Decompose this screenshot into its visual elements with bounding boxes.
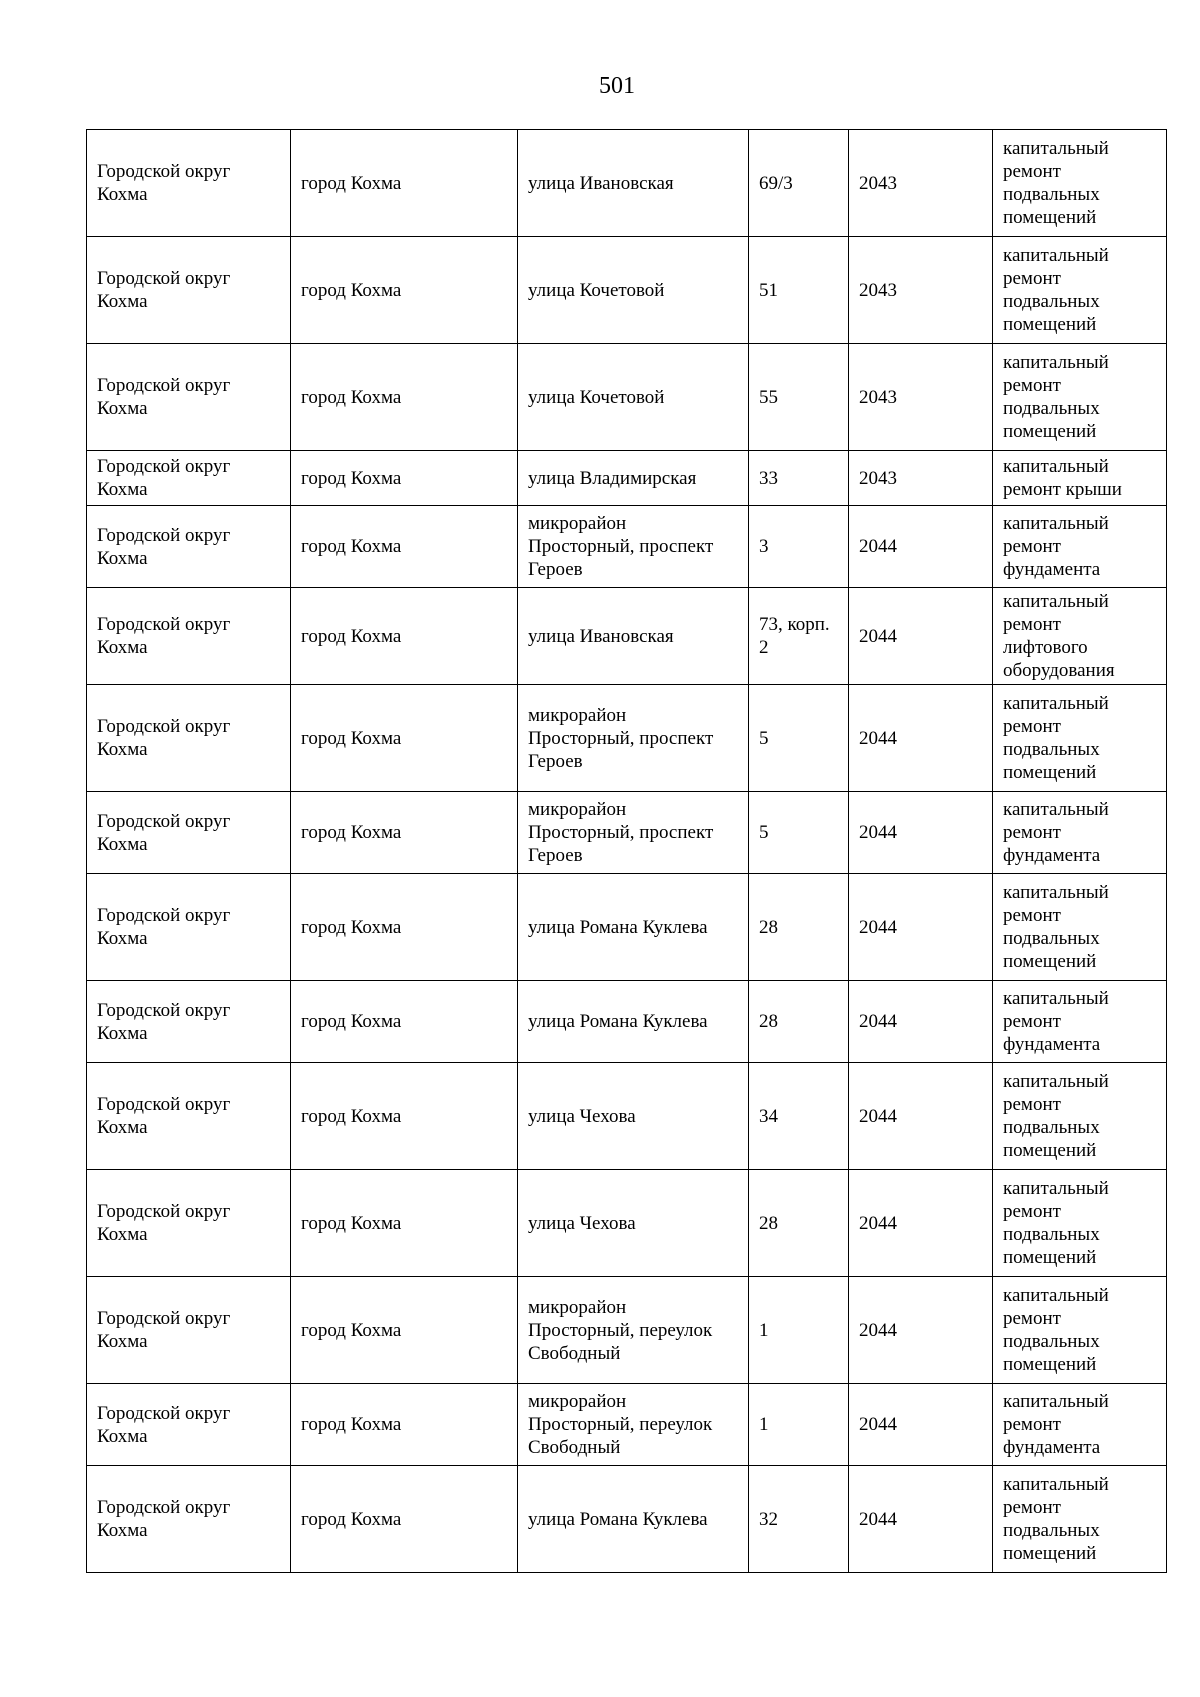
- cell-work-type: капитальный ремонт подвальных помещений: [993, 237, 1167, 344]
- cell-street: микрорайон Просторный, переулок Свободный: [518, 1384, 749, 1466]
- cell-street: улица Владимирская: [518, 451, 749, 506]
- cell-house-number: 1: [749, 1277, 849, 1384]
- cell-municipality: Городской округ Кохма: [87, 685, 291, 792]
- cell-work-type: капитальный ремонт подвальных помещений: [993, 874, 1167, 981]
- cell-street: улица Ивановская: [518, 588, 749, 685]
- cell-municipality: Городской округ Кохма: [87, 1466, 291, 1573]
- cell-municipality: Городской округ Кохма: [87, 981, 291, 1063]
- table-row: [87, 1384, 1167, 1466]
- cell-municipality: Городской округ Кохма: [87, 1170, 291, 1277]
- cell-settlement: город Кохма: [291, 1384, 518, 1466]
- cell-street: улица Ивановская: [518, 130, 749, 237]
- table-row: [87, 981, 1167, 1063]
- cell-municipality: Городской округ Кохма: [87, 344, 291, 451]
- cell-street: улица Романа Куклева: [518, 981, 749, 1063]
- cell-settlement: город Кохма: [291, 981, 518, 1063]
- cell-street: улица Кочетовой: [518, 237, 749, 344]
- cell-municipality: Городской округ Кохма: [87, 237, 291, 344]
- cell-street: микрорайон Просторный, проспект Героев: [518, 685, 749, 792]
- cell-municipality: Городской округ Кохма: [87, 874, 291, 981]
- table-row: [87, 1277, 1167, 1384]
- cell-street: микрорайон Просторный, проспект Героев: [518, 792, 749, 874]
- cell-house-number: 51: [749, 237, 849, 344]
- cell-year: 2044: [849, 588, 993, 685]
- cell-settlement: город Кохма: [291, 344, 518, 451]
- cell-year: 2044: [849, 1170, 993, 1277]
- cell-street: улица Чехова: [518, 1063, 749, 1170]
- cell-work-type: капитальный ремонт подвальных помещений: [993, 1063, 1167, 1170]
- cell-municipality: Городской округ Кохма: [87, 1384, 291, 1466]
- cell-work-type: капитальный ремонт подвальных помещений: [993, 344, 1167, 451]
- cell-house-number: 5: [749, 685, 849, 792]
- cell-year: 2043: [849, 451, 993, 506]
- cell-work-type: капитальный ремонт подвальных помещений: [993, 1170, 1167, 1277]
- cell-year: 2044: [849, 1277, 993, 1384]
- cell-street: улица Романа Куклева: [518, 1466, 749, 1573]
- cell-house-number: 28: [749, 981, 849, 1063]
- cell-street: улица Романа Куклева: [518, 874, 749, 981]
- cell-municipality: Городской округ Кохма: [87, 130, 291, 237]
- cell-year: 2044: [849, 874, 993, 981]
- table-row: [87, 451, 1167, 506]
- cell-year: 2044: [849, 1384, 993, 1466]
- cell-year: 2044: [849, 981, 993, 1063]
- cell-municipality: Городской округ Кохма: [87, 451, 291, 506]
- cell-house-number: 28: [749, 874, 849, 981]
- cell-settlement: город Кохма: [291, 1063, 518, 1170]
- cell-year: 2044: [849, 685, 993, 792]
- cell-settlement: город Кохма: [291, 1170, 518, 1277]
- cell-house-number: 5: [749, 792, 849, 874]
- cell-house-number: 28: [749, 1170, 849, 1277]
- cell-settlement: город Кохма: [291, 685, 518, 792]
- table-body: [87, 130, 1167, 1573]
- page-number: 501: [599, 73, 635, 99]
- cell-street: улица Чехова: [518, 1170, 749, 1277]
- cell-year: 2044: [849, 792, 993, 874]
- cell-house-number: 3: [749, 506, 849, 588]
- table-row: [87, 588, 1167, 685]
- cell-settlement: город Кохма: [291, 1466, 518, 1573]
- cell-year: 2044: [849, 506, 993, 588]
- cell-house-number: 34: [749, 1063, 849, 1170]
- cell-work-type: капитальный ремонт фундамента: [993, 506, 1167, 588]
- cell-municipality: Городской округ Кохма: [87, 1063, 291, 1170]
- cell-settlement: город Кохма: [291, 792, 518, 874]
- cell-house-number: 1: [749, 1384, 849, 1466]
- table-row: [87, 237, 1167, 344]
- cell-work-type: капитальный ремонт подвальных помещений: [993, 130, 1167, 237]
- cell-work-type: капитальный ремонт подвальных помещений: [993, 1277, 1167, 1384]
- cell-year: 2043: [849, 237, 993, 344]
- table-row: [87, 1466, 1167, 1573]
- cell-settlement: город Кохма: [291, 237, 518, 344]
- cell-year: 2044: [849, 1466, 993, 1573]
- cell-work-type: капитальный ремонт лифтового оборудования: [993, 588, 1167, 685]
- cell-settlement: город Кохма: [291, 130, 518, 237]
- table-row: [87, 506, 1167, 588]
- cell-settlement: город Кохма: [291, 588, 518, 685]
- cell-work-type: капитальный ремонт подвальных помещений: [993, 685, 1167, 792]
- repair-schedule-table: [86, 129, 1167, 1573]
- cell-settlement: город Кохма: [291, 874, 518, 981]
- cell-house-number: 69/3: [749, 130, 849, 237]
- cell-work-type: капитальный ремонт подвальных помещений: [993, 1466, 1167, 1573]
- cell-street: микрорайон Просторный, проспект Героев: [518, 506, 749, 588]
- cell-municipality: Городской округ Кохма: [87, 792, 291, 874]
- cell-street: улица Кочетовой: [518, 344, 749, 451]
- table-row: [87, 1170, 1167, 1277]
- table-row: [87, 874, 1167, 981]
- table-row: [87, 344, 1167, 451]
- cell-municipality: Городской округ Кохма: [87, 588, 291, 685]
- cell-house-number: 73, корп. 2: [749, 588, 849, 685]
- cell-municipality: Городской округ Кохма: [87, 506, 291, 588]
- cell-work-type: капитальный ремонт крыши: [993, 451, 1167, 506]
- cell-settlement: город Кохма: [291, 451, 518, 506]
- table-row: [87, 1063, 1167, 1170]
- cell-year: 2044: [849, 1063, 993, 1170]
- cell-house-number: 55: [749, 344, 849, 451]
- cell-house-number: 33: [749, 451, 849, 506]
- cell-year: 2043: [849, 130, 993, 237]
- cell-year: 2043: [849, 344, 993, 451]
- cell-municipality: Городской округ Кохма: [87, 1277, 291, 1384]
- cell-house-number: 32: [749, 1466, 849, 1573]
- cell-street: микрорайон Просторный, переулок Свободный: [518, 1277, 749, 1384]
- cell-work-type: капитальный ремонт фундамента: [993, 792, 1167, 874]
- table-row: [87, 685, 1167, 792]
- cell-work-type: капитальный ремонт фундамента: [993, 1384, 1167, 1466]
- cell-work-type: капитальный ремонт фундамента: [993, 981, 1167, 1063]
- table-row: [87, 792, 1167, 874]
- table-row: [87, 130, 1167, 237]
- cell-settlement: город Кохма: [291, 506, 518, 588]
- cell-settlement: город Кохма: [291, 1277, 518, 1384]
